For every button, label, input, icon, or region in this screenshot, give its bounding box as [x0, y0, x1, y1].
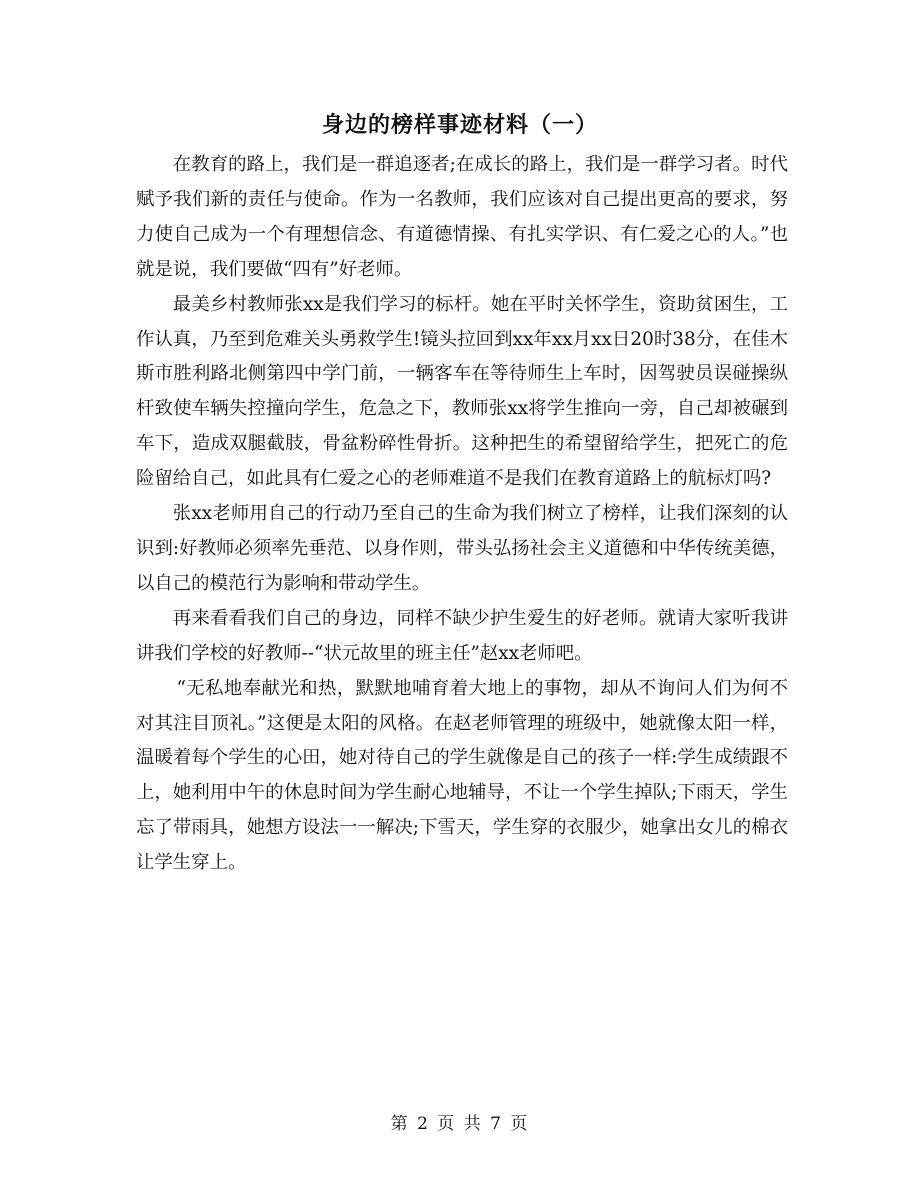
paragraph-2: 最美乡村教师张xx是我们学习的标杆。她在平时关怀学生，资助贫困生，工作认真，乃至到危难关头勇救学生!镜头拉回到xx年xx月xx日20时38分，在佳木斯市胜利路北侧第四中学门前，一辆客车在等待师生上车时，因驾驶员误碰操纵杆致使车辆失控撞向学生，危急之下，教师张xx将学生推向一旁，自己却被碾到车下，造成双腿截肢，骨盆粉碎性骨折。这种把生的希望留给学生，把死亡的危险留给自己，如此具有仁爱之心的老师难道不是我们在教育道路上的航标灯吗?	[136, 293, 788, 490]
paragraph-5: “无私地奉献光和热，默默地哺育着大地上的事物，却从不询问人们为何不对其注目顶礼。”这便是太阳的风格。在赵老师管理的班级中，她就像太阳一样，温暖着每个学生的心田，她对待自己的学生就像是自己的孩子一样:学生成绩跟不上，她利用中午的休息时间为学生耐心地辅导，不让一个学生掉队;下雨天，学生忘了带雨具，她想方设法一一解决;下雪天，学生穿的衣服少，她拿出女儿的棉衣让学生穿上。	[136, 677, 788, 874]
paragraph-1: 在教育的路上，我们是一群追逐者;在成长的路上，我们是一群学习者。时代赋予我们新的责任与使命。作为一名教师，我们应该对自己提出更高的要求，努力使自己成为一个有理想信念、有道德情操、有扎实学识、有仁爱之心的人。”也就是说，我们要做“四有”好老师。	[136, 154, 788, 280]
paragraph-4: 再来看看我们自己的身边，同样不缺少护生爱生的好老师。就请大家听我讲讲我们学校的好教师--“状元故里的班主任”赵xx老师吧。	[136, 607, 788, 664]
paragraph-3: 张xx老师用自己的行动乃至自己的生命为我们树立了榜样，让我们深刻的认识到:好教师必须率先垂范、以身作则，带头弘扬社会主义道德和中华传统美德，以自己的模范行为影响和带动学生。	[136, 503, 788, 594]
page-number-footer: 第 2 页 共 7 页	[390, 1114, 530, 1134]
document-body	[136, 148, 788, 881]
document-title: 身边的榜样事迹材料（一）	[321, 112, 598, 138]
